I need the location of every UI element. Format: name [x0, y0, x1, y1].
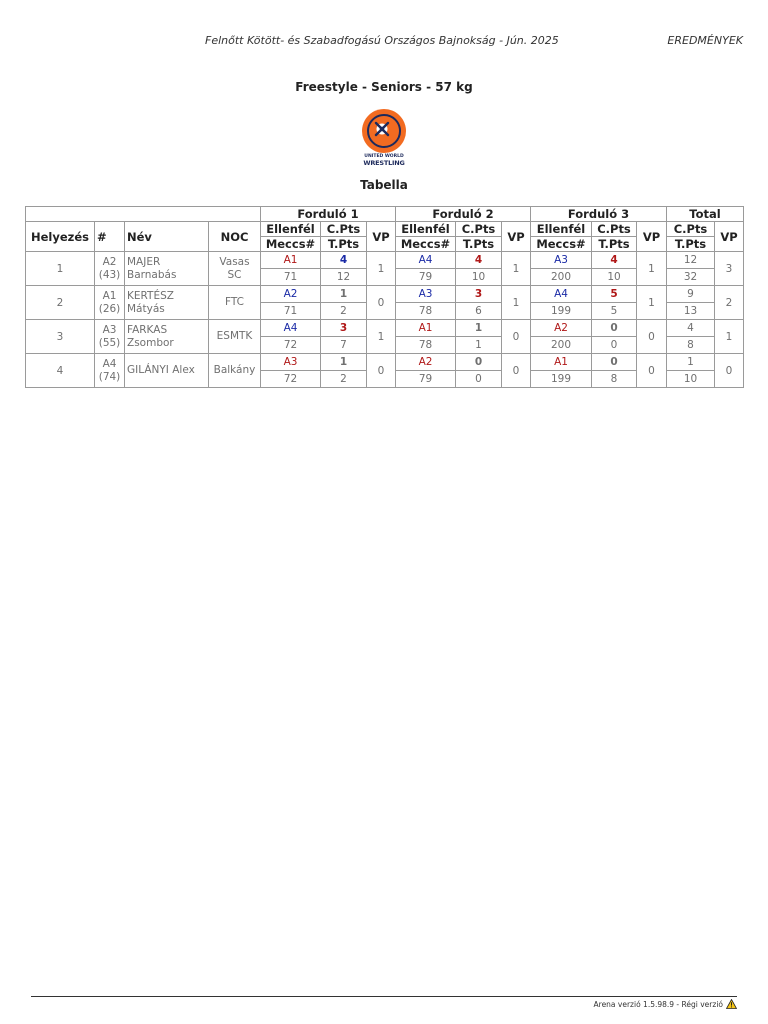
header-r3-vp: VP	[637, 222, 667, 252]
cell-num: (55)	[98, 336, 121, 349]
cell-vp: 1	[367, 320, 396, 354]
cell-total-cpts: 12	[667, 252, 715, 269]
cell-seed-num	[95, 286, 125, 320]
header-total-vp: VP	[715, 222, 744, 252]
cell-vp: 0	[367, 354, 396, 388]
cell-noc: Balkány	[209, 354, 261, 388]
cell-opponent: A3	[531, 252, 592, 269]
cell-match: 71	[261, 269, 321, 286]
warning-icon	[726, 999, 737, 1009]
cell-tpts: 0	[456, 371, 502, 388]
cell-vp: 1	[502, 252, 531, 286]
header-r1-vp: VP	[367, 222, 396, 252]
header-r2-tpts: T.Pts	[456, 237, 502, 252]
header-num: #	[95, 222, 125, 252]
header-noc: NOC	[209, 222, 261, 252]
cell-seed: A3	[102, 324, 117, 336]
cell-cpts: 3	[456, 286, 502, 303]
cell-first-name: Zsombor	[127, 336, 174, 349]
cell-total-cpts: 4	[667, 320, 715, 337]
cell-match: 72	[261, 337, 321, 354]
cell-total-vp: 0	[715, 354, 744, 388]
cell-match: 78	[396, 303, 456, 320]
cell-cpts: 1	[456, 320, 502, 337]
header-round-1: Forduló 1	[261, 207, 396, 222]
cell-total-tpts: 8	[667, 337, 715, 354]
header-place: Helyezés	[26, 222, 95, 252]
cell-opponent: A2	[396, 354, 456, 371]
cell-tpts: 12	[321, 269, 367, 286]
cell-tpts: 2	[321, 303, 367, 320]
cell-first-name: Mátyás	[127, 302, 165, 315]
cell-opponent: A4	[531, 286, 592, 303]
cell-tpts: 10	[592, 269, 637, 286]
cell-seed-num	[95, 320, 125, 354]
cell-opponent: A2	[261, 286, 321, 303]
cell-cpts: 5	[592, 286, 637, 303]
header-r2-match: Meccs#	[396, 237, 456, 252]
cell-match: 72	[261, 371, 321, 388]
table-row	[26, 252, 744, 269]
header-r2-cpts: C.Pts	[456, 222, 502, 237]
results-label: EREDMÉNYEK	[667, 34, 743, 47]
footer	[594, 999, 737, 1009]
cell-place: 1	[26, 252, 95, 286]
version-text: Arena verzió 1.5.98.9 - Régi verzió	[593, 999, 723, 1009]
header-total-tpts: T.Pts	[667, 237, 715, 252]
cell-cpts: 4	[456, 252, 502, 269]
cell-place: 2	[26, 286, 95, 320]
cell-vp: 0	[502, 354, 531, 388]
cell-place: 3	[26, 320, 95, 354]
cell-match: 200	[531, 337, 592, 354]
cell-opponent: A1	[396, 320, 456, 337]
cell-last-name: GILÁNYI	[127, 364, 169, 377]
header-r1-tpts: T.Pts	[321, 237, 367, 252]
header-r3-cpts: C.Pts	[592, 222, 637, 237]
header-r1-cpts: C.Pts	[321, 222, 367, 237]
cell-total-vp: 1	[715, 320, 744, 354]
header-r3-opponent: Ellenfél	[531, 222, 592, 237]
header-r3-match: Meccs#	[531, 237, 592, 252]
cell-cpts: 1	[321, 354, 367, 371]
cell-cpts: 0	[592, 320, 637, 337]
cell-tpts: 5	[592, 303, 637, 320]
cell-cpts: 1	[321, 286, 367, 303]
table-row	[26, 286, 744, 303]
header-total-cpts: C.Pts	[667, 222, 715, 237]
cell-match: 199	[531, 303, 592, 320]
cell-total-vp: 2	[715, 286, 744, 320]
logo-text-line1: UNITED WORLD	[364, 154, 404, 159]
cell-athlete-name	[125, 286, 209, 320]
cell-tpts: 0	[592, 337, 637, 354]
cell-tpts: 1	[456, 337, 502, 354]
cell-cpts: 3	[321, 320, 367, 337]
cell-vp: 0	[637, 320, 667, 354]
cell-vp: 1	[367, 252, 396, 286]
cell-cpts: 0	[456, 354, 502, 371]
cell-cpts: 0	[592, 354, 637, 371]
header-row-fields-1	[26, 222, 744, 237]
cell-opponent: A1	[531, 354, 592, 371]
standings-body	[26, 252, 744, 388]
header-total: Total	[667, 207, 744, 222]
cell-num: (74)	[98, 370, 121, 383]
category-title: Freestyle - Seniors - 57 kg	[295, 80, 473, 94]
cell-total-tpts: 10	[667, 371, 715, 388]
cell-last-name: FARKAS	[127, 324, 168, 336]
header-r2-opponent: Ellenfél	[396, 222, 456, 237]
cell-opponent: A2	[531, 320, 592, 337]
table-title: Tabella	[360, 178, 408, 192]
cell-total-vp: 3	[715, 252, 744, 286]
cell-first-name: Barnabás	[127, 268, 177, 281]
cell-noc: ESMTK	[209, 320, 261, 354]
header-name: Név	[125, 222, 209, 252]
header-r1-match: Meccs#	[261, 237, 321, 252]
cell-opponent: A3	[396, 286, 456, 303]
cell-noc: FTC	[209, 286, 261, 320]
cell-vp: 1	[637, 252, 667, 286]
cell-match: 79	[396, 371, 456, 388]
cell-place: 4	[26, 354, 95, 388]
cell-seed-num	[95, 354, 125, 388]
header-r2-vp: VP	[502, 222, 531, 252]
cell-total-tpts: 13	[667, 303, 715, 320]
event-title: Felnőtt Kötött- és Szabadfogású Országos Bajnokság - Jún. 2025	[205, 34, 559, 47]
cell-tpts: 8	[592, 371, 637, 388]
cell-cpts: 4	[592, 252, 637, 269]
cell-vp: 1	[502, 286, 531, 320]
cell-seed: A4	[102, 358, 117, 370]
cell-seed-num	[95, 252, 125, 286]
standings-table	[25, 206, 744, 388]
wrestlers-mark-icon	[370, 117, 398, 145]
cell-num: (26)	[98, 302, 121, 315]
header-r1-opponent: Ellenfél	[261, 222, 321, 237]
cell-vp: 0	[502, 320, 531, 354]
cell-last-name: MAJER	[127, 256, 161, 268]
cell-opponent: A4	[261, 320, 321, 337]
logo-text-line2: WRESTLING	[363, 159, 405, 167]
cell-first-name: Alex	[172, 364, 195, 377]
table-row	[26, 354, 744, 371]
cell-cpts: 4	[321, 252, 367, 269]
cell-match: 199	[531, 371, 592, 388]
header-blank	[26, 207, 261, 222]
cell-total-cpts: 1	[667, 354, 715, 371]
cell-vp: 1	[637, 286, 667, 320]
cell-match: 200	[531, 269, 592, 286]
cell-tpts: 2	[321, 371, 367, 388]
cell-opponent: A3	[261, 354, 321, 371]
cell-athlete-name	[125, 320, 209, 354]
cell-match: 78	[396, 337, 456, 354]
cell-vp: 0	[637, 354, 667, 388]
cell-tpts: 7	[321, 337, 367, 354]
cell-tpts: 6	[456, 303, 502, 320]
cell-total-tpts: 32	[667, 269, 715, 286]
footer-divider	[31, 996, 737, 997]
cell-athlete-name	[125, 252, 209, 286]
cell-opponent: A1	[261, 252, 321, 269]
cell-last-name: KERTÉSZ	[127, 290, 174, 302]
cell-match: 71	[261, 303, 321, 320]
cell-seed: A2	[102, 256, 117, 268]
cell-total-cpts: 9	[667, 286, 715, 303]
cell-opponent: A4	[396, 252, 456, 269]
cell-match: 79	[396, 269, 456, 286]
uww-logo-icon	[361, 109, 407, 169]
header-round-3: Forduló 3	[531, 207, 667, 222]
cell-athlete-name	[125, 354, 209, 388]
cell-tpts: 10	[456, 269, 502, 286]
cell-noc: Vasas SC	[209, 252, 261, 286]
cell-num: (43)	[98, 268, 121, 281]
cell-seed: A1	[102, 290, 117, 302]
header-round-2: Forduló 2	[396, 207, 531, 222]
cell-vp: 0	[367, 286, 396, 320]
header-r3-tpts: T.Pts	[592, 237, 637, 252]
header-row-rounds	[26, 207, 744, 222]
table-row	[26, 320, 744, 337]
